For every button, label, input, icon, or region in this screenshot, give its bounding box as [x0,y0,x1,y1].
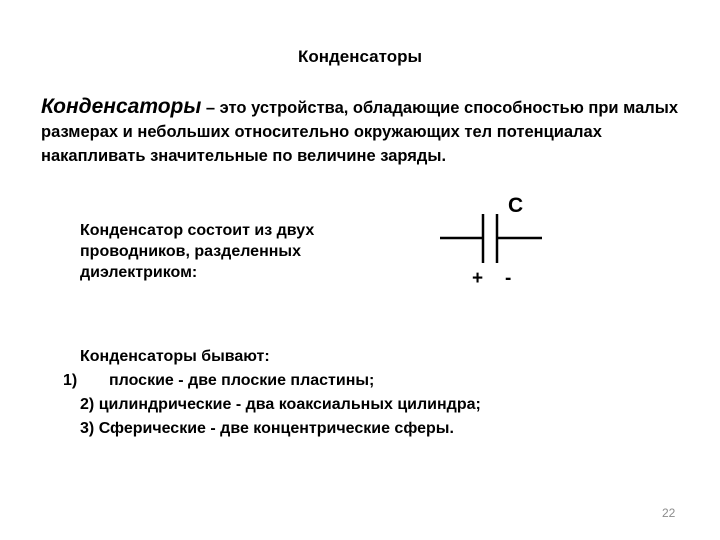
definition-paragraph [41,95,681,168]
capacitance-label: C [508,194,524,217]
capacitor-types-list [63,345,640,441]
capacitor-symbol-icon [430,190,560,300]
capacitor-symbol-diagram [430,190,560,300]
list-item-text: плоские - две плоские пластины; [109,372,375,389]
plus-polarity-label: + [472,268,484,289]
list-item [80,417,640,441]
list-item-text: цилиндрические - два коаксиальных цилиндра; [98,396,481,413]
list-item-number: 1) [63,372,78,389]
page-number: 22 [662,506,676,520]
types-heading: Конденсаторы бывают: [80,348,270,365]
slide-title: Конденсаторы [297,47,423,66]
definition-text: – это устройства, обладающие способностью при малых размерах и небольших относительно окружающих тел потенциалах накапливать значительные по величине заряды. [41,99,679,165]
list-item-text: Сферические - две концентрические сферы. [98,420,454,437]
list-item-number: 2) [80,396,95,413]
list-item [63,369,640,393]
composition-text: Конденсатор состоит из двух проводников, разделенных диэлектриком: [80,222,315,281]
minus-polarity-label: - [505,268,512,289]
list-item-number: 3) [80,420,95,437]
definition-term: Конденсаторы [41,95,202,118]
list-item [80,393,640,417]
